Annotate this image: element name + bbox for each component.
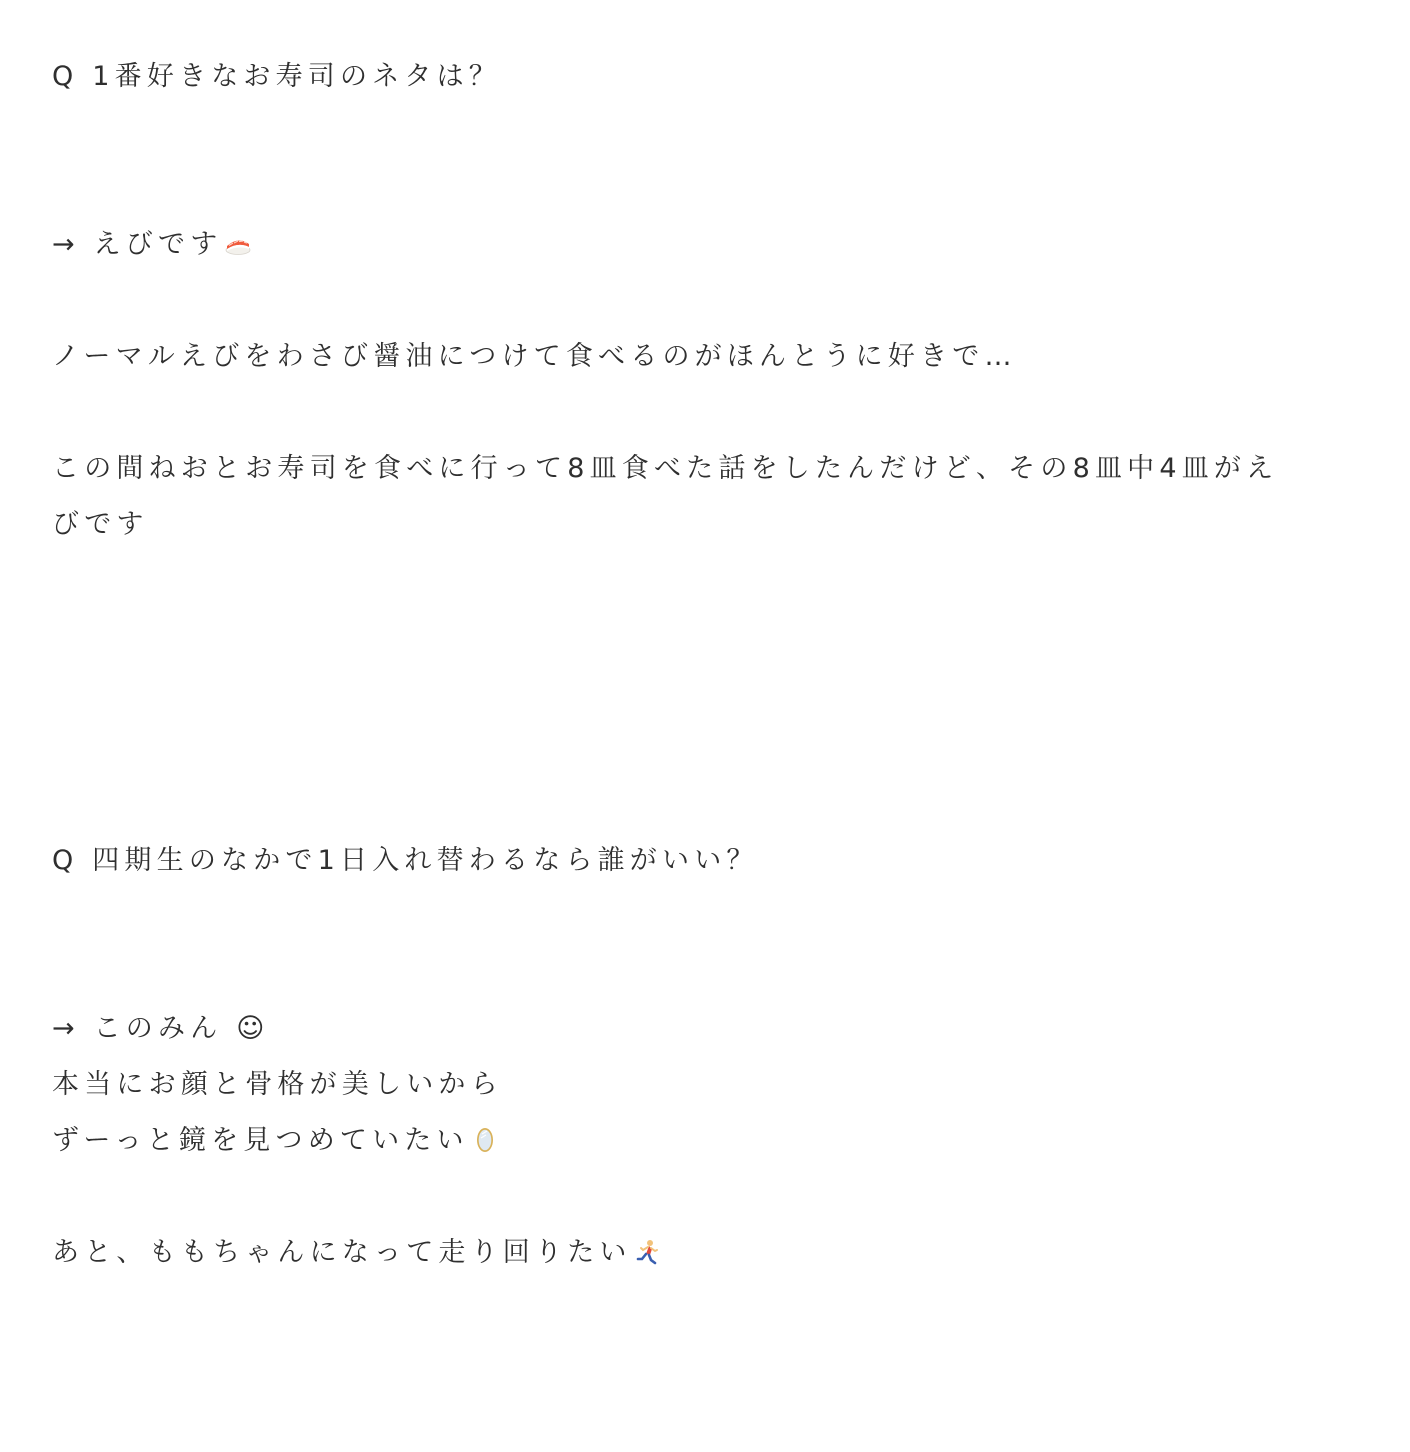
answer-2-text: → このみん ☺	[52, 1013, 270, 1044]
running-person-icon	[634, 1238, 662, 1266]
answer-2-line-2-text: ずーっと鏡を見つめていたい	[52, 1125, 469, 1156]
answer-2-line-3	[52, 1233, 662, 1273]
answer-2-line-1-text: 本当にお顔と骨格が美しいから	[52, 1069, 503, 1100]
answer-1	[52, 225, 252, 265]
paragraph-1-text: ノーマルえびをわさび醤油につけて食べるのがほんとうに好きで…	[52, 341, 1017, 372]
question-2-text: Q 四期生のなかで1日入れ替わるなら誰がいい？	[52, 845, 759, 876]
answer-2-line-2	[52, 1121, 499, 1161]
answer-2-line-3-text: あと、ももちゃんになって走り回りたい	[52, 1237, 632, 1268]
answer-2	[52, 1009, 270, 1049]
answer-2-line-1	[52, 1065, 503, 1105]
paragraph-2-line-2	[52, 505, 149, 545]
question-2	[52, 841, 759, 881]
question-1	[52, 57, 501, 97]
paragraph-2-line-1-text: この間ねおとお寿司を食べに行って8皿食べた話をしたんだけど、その8皿中4皿がえ	[52, 453, 1279, 484]
paragraph-2-line-1	[52, 449, 1278, 489]
mirror-icon	[471, 1126, 499, 1154]
question-1-text: Q 1番好きなお寿司のネタは？	[52, 61, 502, 92]
answer-1-text: → えびです	[52, 229, 223, 260]
sushi-icon	[224, 230, 252, 258]
paragraph-2-line-2-text: びです	[52, 509, 149, 540]
paragraph-1	[52, 337, 1017, 377]
